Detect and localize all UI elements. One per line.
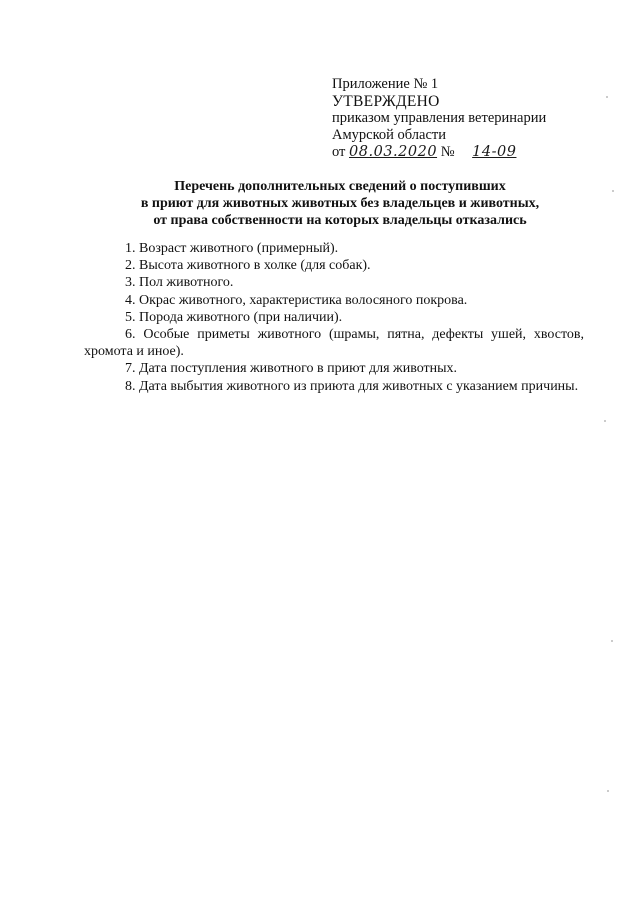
approval-block [332,76,622,161]
order-line-1: приказом управления ветеринарии [332,110,547,126]
list-item: 2. Высота животного в холке (для собак). [125,258,371,274]
list-item: 1. Возраст животного (примерный). [125,241,339,256]
number-prefix: № [440,144,455,160]
title-line-1: Перечень дополнительных сведений о поступивших [174,179,506,194]
handwritten-date: 08.03.2020 [349,144,438,160]
order-line-2: Амурской области [332,127,446,143]
list-item: 5. Порода животного (при наличии). [125,309,343,325]
appendix-label: Приложение № 1 [332,76,439,92]
list-item: 8. Дата выбытия животного из приюта для животных с указанием причины. [125,378,579,394]
list-item: 7. Дата поступления животного в приют для животных. [125,361,458,377]
order-date-line [332,144,622,161]
handwritten-number: 14-09 [472,144,517,160]
scan-speck [607,790,609,792]
list-item: 3. Пол животного. [125,275,234,291]
scan-speck [604,420,606,422]
document-title [80,178,600,229]
scan-speck [606,96,608,98]
list-item: 4. Окрас животного, характеристика волосяного покрова. [125,292,468,308]
title-line-2: в приют для животных животных без владельцев и животных, [140,196,540,211]
title-line-3: от права собственности на которых владельцы отказались [153,213,527,228]
list-item: 6. Особые приметы животного (шрамы, пятна, дефекты ушей, хвостов, хромота и иное). [84,327,584,360]
approved-label: УТВЕРЖДЕНО [332,93,440,110]
scan-speck [612,190,614,192]
date-prefix: от [332,144,346,160]
scan-speck [611,640,613,642]
requirements-list [84,240,584,395]
